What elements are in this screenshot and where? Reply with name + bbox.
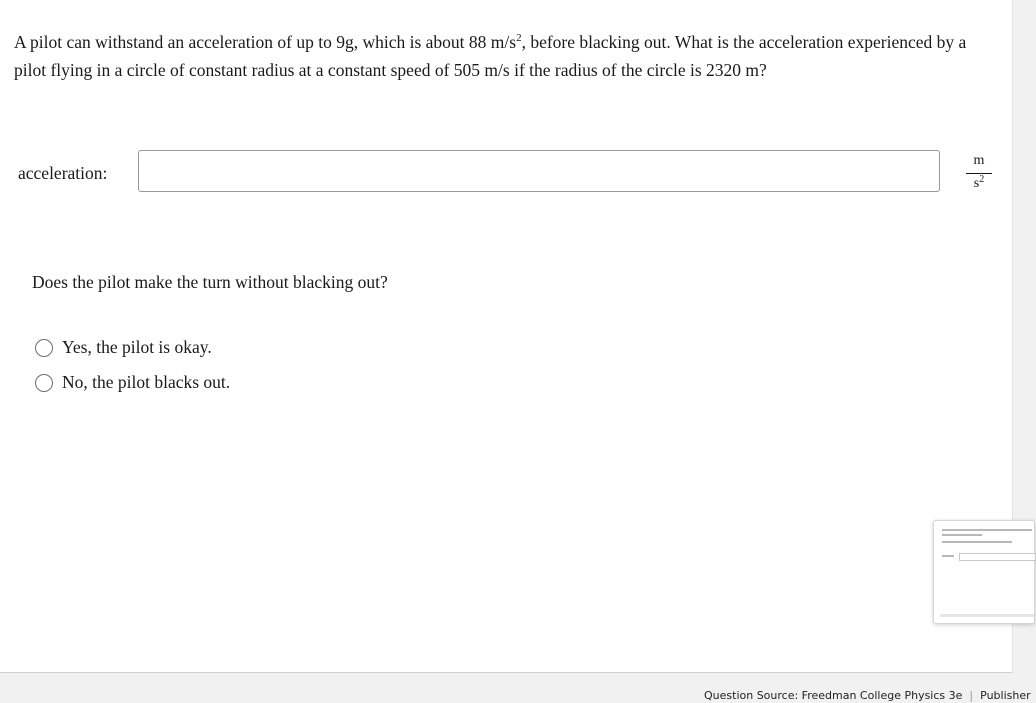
acceleration-input[interactable] [138,150,940,192]
unit-fraction [966,152,992,192]
footer-separator: | [969,689,974,702]
publisher-link[interactable]: Publisher [980,689,1031,702]
source-text: Question Source: Freedman College Physics 3e [704,689,963,702]
blackout-question: Does the pilot make the turn without blacking out? [32,272,388,292]
page-thumbnail[interactable] [933,520,1035,624]
radio-yes[interactable] [35,339,53,357]
option-yes[interactable] [35,337,212,358]
option-no[interactable] [35,372,230,393]
unit-numerator: m [973,153,985,168]
unit-denominator: $s^2$ [973,174,985,191]
question-superscript: 2 [516,32,522,44]
acceleration-label: acceleration: [18,163,108,183]
option-yes-label: Yes, the pilot is okay. [62,337,212,357]
radio-no[interactable] [35,374,53,392]
question-text: A pilot can withstand an acceleration of up to 9g, which is about 88 $m/s^2$, before blacking out. What is the acceleration experienced by a pilot flying in a circle of constant radius at a constant speed of 505 m/s if the radius of the circle is 2320 m? [14,32,967,80]
option-no-label: No, the pilot blacks out. [62,372,231,392]
question-source [704,689,1031,702]
